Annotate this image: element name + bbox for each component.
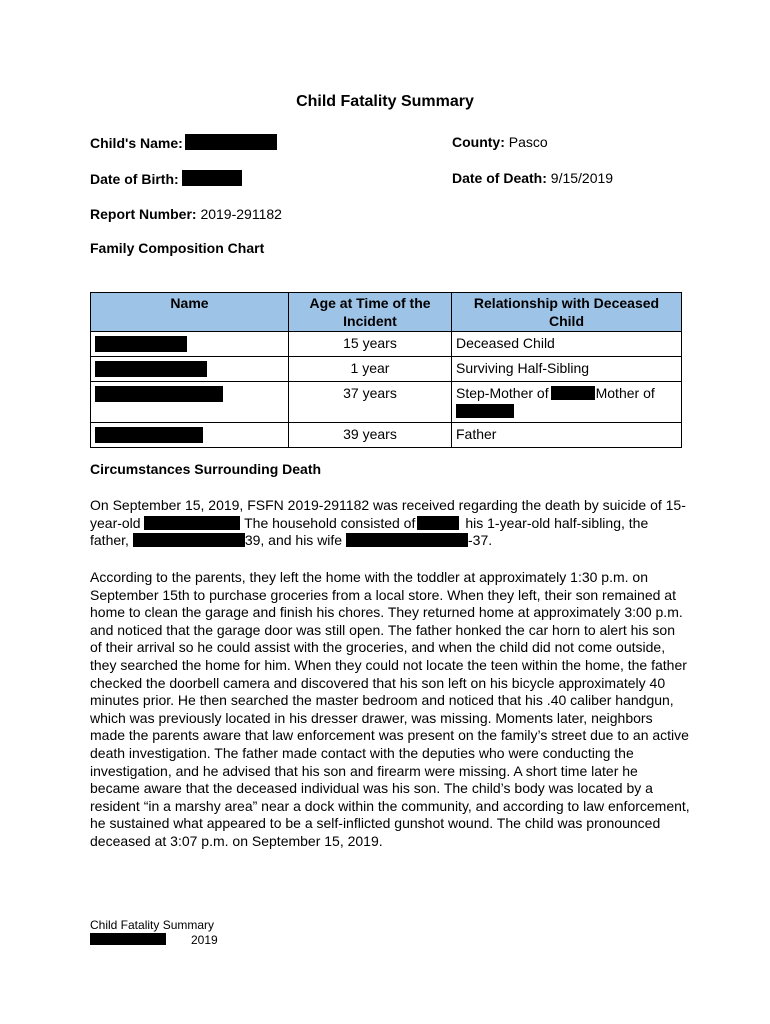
redaction-box (95, 386, 223, 402)
redaction-box (144, 516, 240, 530)
footer-year: 2019 (191, 933, 218, 947)
paragraph-text: On September 15, 2019, FSFN 2019-291182 was received regarding the death by suicide of 15-year-old (90, 497, 686, 531)
circumstances-paragraph-2 (90, 569, 690, 851)
county-label: County: (452, 134, 505, 150)
redaction-box (95, 427, 203, 443)
column-header: Age at Time of the Incident (289, 293, 452, 332)
date-of-birth-field (90, 170, 242, 187)
age-cell: 37 years (289, 382, 452, 423)
paragraph-text: The household consisted of (244, 514, 416, 531)
age-cell: 1 year (289, 357, 452, 382)
redaction-box (95, 336, 187, 352)
name-cell (91, 382, 289, 423)
county-field (452, 134, 548, 150)
redaction-box (551, 386, 595, 400)
relationship-cell (452, 382, 682, 423)
table-row (91, 382, 682, 423)
paragraph-text: 39, and his wife (244, 532, 343, 549)
redaction-box (90, 933, 166, 945)
report-value: 2019-291182 (200, 206, 282, 222)
dod-label: Date of Death: (452, 170, 547, 186)
name-cell (91, 357, 289, 382)
circumstances-paragraph-1 (90, 497, 690, 550)
table-header-row (91, 293, 682, 332)
circumstances-heading: Circumstances Surrounding Death (90, 461, 322, 477)
name-cell (91, 332, 289, 357)
redaction-box (182, 170, 242, 186)
redaction-box (417, 516, 459, 530)
table-row (91, 423, 682, 448)
redaction-box (346, 533, 468, 547)
family-composition-table (90, 292, 682, 448)
report-label: Report Number: (90, 206, 197, 222)
redaction-box (95, 361, 207, 377)
childs-name-label: Child's Name: (90, 135, 183, 151)
relationship-cell: Deceased Child (452, 332, 682, 357)
footer-title: Child Fatality Summary (90, 918, 215, 932)
table-row (91, 357, 682, 382)
page-title: Child Fatality Summary (296, 93, 474, 110)
age-cell: 39 years (289, 423, 452, 448)
paragraph-text: According to the parents, they left the home with the toddler at approximately 1:30 p.m. on September 15th to purchase groceries from a local store. When they left, their son remained at home to clean the garage and finish his chores. They returned home at approximately 3:00 p.m. and noticed that the garage door was still open. The father honked the car horn to alert his son of their arrival so he could assist with the groceries, and when the child did not come outside, they searched the home for him. When they could not locate the teen within the home, the father checked the doorbell camera and discovered that his son left on his bicycle approximately 40 minutes prior. He then searched the master bedroom and noticed that his .40 caliber handgun, which was previously located in his dresser drawer, was missing. Moments later, neighbors made the parents aware that law enforcement was present on the family’s street due to an active death investigation. The father made contact with the deputies who were conducting the investigation, and he advised that his son and firearm were missing. A short time later he became aware that the deceased individual was his son. The child’s body was located by a resident “in a marshy area” near a dock within the community, and according to law enforcement, he sustained what appeared to be a self-inflicted gunshot wound. The child was pronounced deceased at 3:07 p.m. on September 15, 2019. (90, 569, 690, 849)
family-chart-heading: Family Composition Chart (90, 240, 265, 256)
redaction-box (185, 134, 277, 150)
childs-name-field (90, 134, 277, 151)
relationship-text: Mother of (595, 385, 655, 401)
footer-line-2 (90, 933, 218, 948)
column-header: Relationship with Deceased Child (452, 293, 682, 332)
report-number-field (90, 206, 282, 222)
redaction-box (133, 533, 245, 547)
paragraph-text: -37. (468, 532, 493, 549)
county-value: Pasco (508, 134, 548, 150)
age-cell: 15 years (289, 332, 452, 357)
dob-label: Date of Birth: (90, 171, 179, 187)
redaction-box (456, 404, 514, 418)
paragraph-text: his 1-year-old half-sibling, the father, (90, 514, 649, 549)
relationship-cell: Surviving Half-Sibling (452, 357, 682, 382)
table-row (91, 332, 682, 357)
relationship-text: Step-Mother of (456, 385, 549, 401)
column-header: Name (91, 293, 289, 332)
dod-value: 9/15/2019 (550, 170, 614, 186)
date-of-death-field (452, 170, 613, 186)
name-cell (91, 423, 289, 448)
relationship-cell: Father (452, 423, 682, 448)
page-footer (90, 918, 218, 948)
